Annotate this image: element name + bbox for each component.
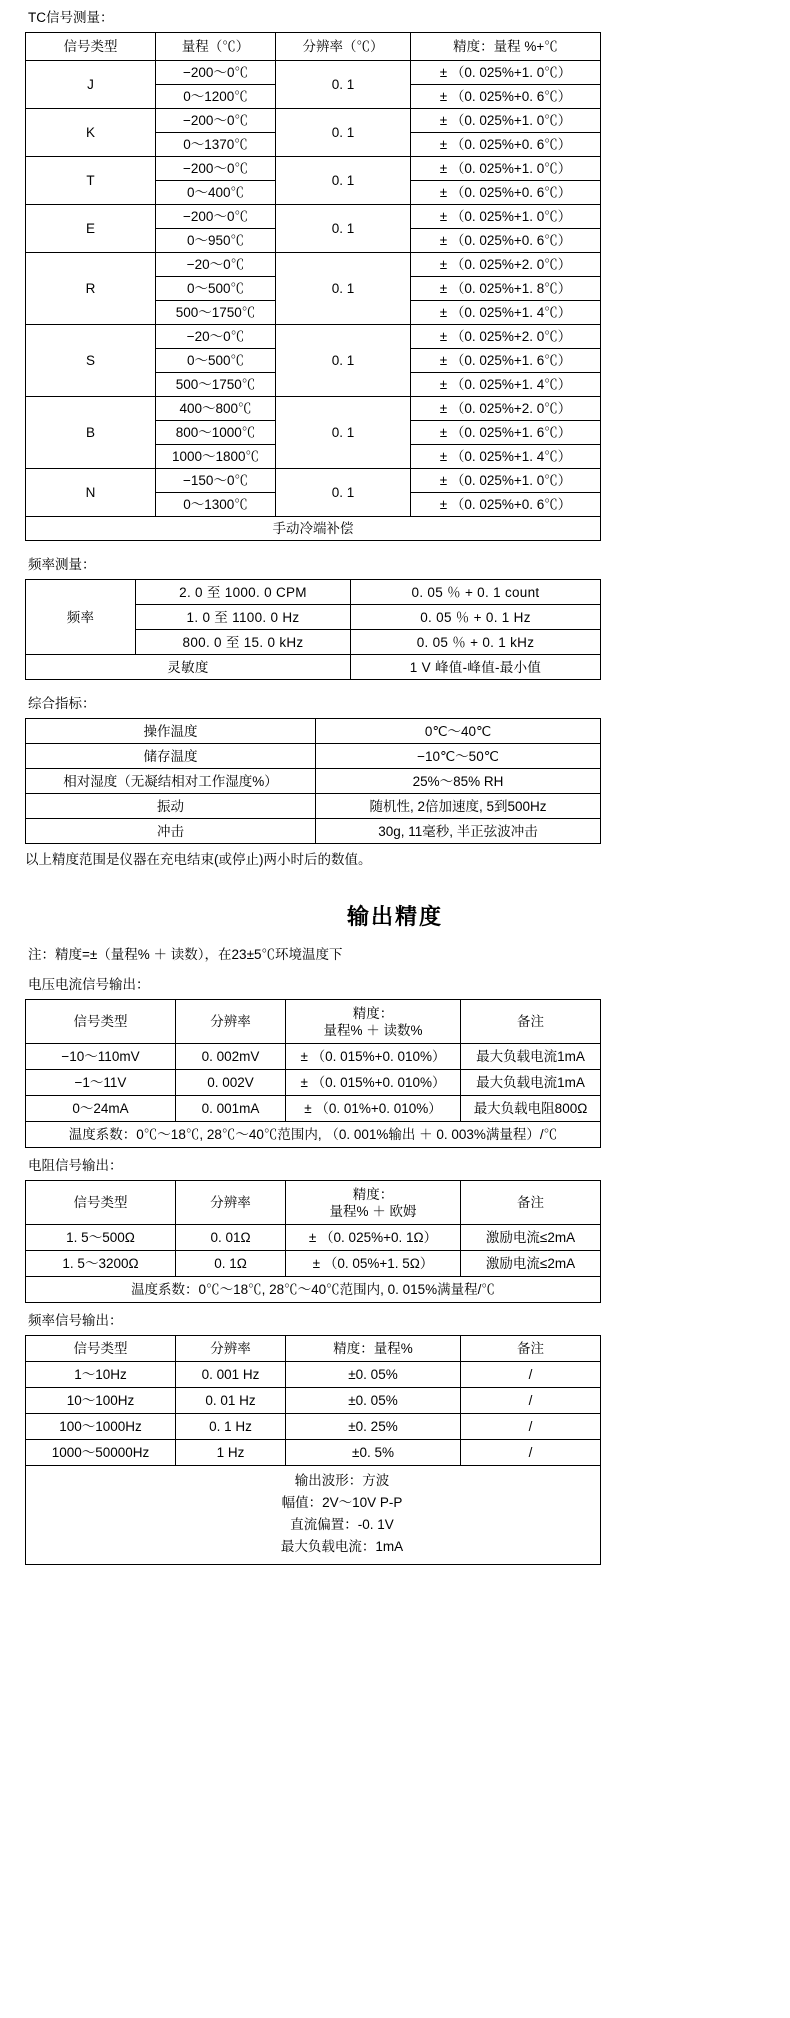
table-row: [26, 655, 601, 680]
vi-remark: 最大负载电流1mA: [461, 1044, 601, 1070]
vi-resolution: 0. 002V: [176, 1070, 286, 1096]
res-accuracy: ± （0. 05%+1. 5Ω）: [286, 1251, 461, 1277]
tc-section-label: TC信号测量：: [28, 10, 114, 25]
table-row: [26, 1251, 601, 1277]
freq-range: 1. 0 至 1100. 0 Hz: [136, 605, 351, 630]
frq-note-line: 最大负载电流：1mA: [280, 1539, 404, 1554]
voltage-current-output-table: [25, 999, 601, 1148]
frq-type: 1000～50000Hz: [26, 1440, 176, 1466]
tc-resolution: 0. 1: [276, 325, 411, 397]
table-row: [26, 157, 601, 181]
table-row: [26, 769, 601, 794]
col-header-type: 信号类型: [26, 33, 156, 61]
tc-range: 500～1750℃: [156, 373, 276, 397]
vi-type: 0～24mA: [26, 1096, 176, 1122]
res-type: 1. 5～500Ω: [26, 1225, 176, 1251]
tc-resolution: 0. 1: [276, 157, 411, 205]
table-row: [26, 109, 601, 133]
frq-type: 1～10Hz: [26, 1362, 176, 1388]
charge-note: 以上精度范围是仪器在充电结束(或停止)两小时后的数值。: [25, 852, 372, 867]
tc-type: N: [26, 469, 156, 517]
table-row: [26, 205, 601, 229]
table-row: [26, 1414, 601, 1440]
table-row: [26, 719, 601, 744]
freq-sensitivity-label: 灵敏度: [26, 655, 351, 680]
tc-range: −200～0℃: [156, 61, 276, 85]
frq-type: 100～1000Hz: [26, 1414, 176, 1440]
resistance-section-label: 电阻信号输出：: [28, 1158, 123, 1173]
table-header-row: [26, 33, 601, 61]
frq-remark: /: [461, 1414, 601, 1440]
tc-range: 0～1300℃: [156, 493, 276, 517]
tc-resolution: 0. 1: [276, 61, 411, 109]
tc-range: −200～0℃: [156, 109, 276, 133]
tc-resolution: 0. 1: [276, 253, 411, 325]
vi-remark: 最大负载电阻800Ω: [461, 1096, 601, 1122]
freq-accuracy: 0. 05 ％ + 0. 1 kHz: [351, 630, 601, 655]
col-header-remark: 备注: [461, 1336, 601, 1362]
tc-accuracy: ± （0. 025%+1. 4℃）: [411, 301, 601, 325]
frequency-output-section-label: 频率信号输出：: [28, 1313, 123, 1328]
table-row: [26, 397, 601, 421]
table-row: [26, 1388, 601, 1414]
comp-item: 冲击: [26, 819, 316, 844]
table-row: [26, 1362, 601, 1388]
resistance-output-table: [25, 1180, 601, 1303]
tc-range: 0～500℃: [156, 277, 276, 301]
table-footer-row: [26, 1466, 601, 1565]
frq-output-notes: [26, 1466, 601, 1565]
frq-note-line: 输出波形：方波: [294, 1473, 390, 1488]
vi-resolution: 0. 002mV: [176, 1044, 286, 1070]
res-resolution: 0. 1Ω: [176, 1251, 286, 1277]
freq-accuracy: 0. 05 ％ + 0. 1 Hz: [351, 605, 601, 630]
tc-accuracy: ± （0. 025%+0. 6℃）: [411, 181, 601, 205]
tc-type: K: [26, 109, 156, 157]
comp-value: 随机性, 2倍加速度, 5到500Hz: [316, 794, 601, 819]
frq-accuracy: ±0. 05%: [286, 1362, 461, 1388]
table-row: [26, 1044, 601, 1070]
table-row: [26, 744, 601, 769]
comp-value: 0℃～40℃: [316, 719, 601, 744]
comprehensive-spec-table: [25, 718, 601, 844]
tc-resolution: 0. 1: [276, 397, 411, 469]
vi-type: −10～110mV: [26, 1044, 176, 1070]
tc-range: 1000～1800℃: [156, 445, 276, 469]
comp-item: 储存温度: [26, 744, 316, 769]
tc-accuracy: ± （0. 025%+1. 0℃）: [411, 61, 601, 85]
tc-range: 0～1200℃: [156, 85, 276, 109]
tc-measurement-table: [25, 32, 601, 541]
table-row: [26, 1440, 601, 1466]
tc-range: −150～0℃: [156, 469, 276, 493]
frq-accuracy: ±0. 5%: [286, 1440, 461, 1466]
col-header-remark: 备注: [461, 1181, 601, 1225]
res-temperature-coefficient-note: 温度系数：0℃～18℃, 28℃～40℃范围内, 0. 015%满量程/℃: [26, 1277, 601, 1303]
table-row: [26, 469, 601, 493]
tc-range: 0～500℃: [156, 349, 276, 373]
accuracy-definition-note: 注：精度=±（量程% ＋ 读数），在23±5℃环境温度下: [28, 947, 343, 962]
tc-footer-note: 手动冷端补偿: [26, 517, 601, 541]
vi-accuracy: ± （0. 01%+0. 010%）: [286, 1096, 461, 1122]
table-row: [26, 325, 601, 349]
tc-accuracy: ± （0. 025%+0. 6℃）: [411, 229, 601, 253]
tc-range: 800～1000℃: [156, 421, 276, 445]
tc-type: R: [26, 253, 156, 325]
tc-type: E: [26, 205, 156, 253]
vi-accuracy: ± （0. 015%+0. 010%）: [286, 1044, 461, 1070]
tc-range: 0～1370℃: [156, 133, 276, 157]
tc-range: 0～950℃: [156, 229, 276, 253]
tc-type: J: [26, 61, 156, 109]
col-header-type: 信号类型: [26, 1000, 176, 1044]
freq-row-label: 频率: [26, 580, 136, 655]
page-title: 输出精度: [346, 904, 443, 929]
vi-type: −1～11V: [26, 1070, 176, 1096]
table-footer-row: [26, 1277, 601, 1303]
col-header-range: 量程（℃）: [156, 33, 276, 61]
frequency-measurement-table: [25, 579, 601, 680]
tc-accuracy: ± （0. 025%+1. 0℃）: [411, 205, 601, 229]
frq-resolution: 0. 1 Hz: [176, 1414, 286, 1440]
col-header-accuracy: [286, 1181, 461, 1225]
col-header-accuracy: [286, 1000, 461, 1044]
tc-type: S: [26, 325, 156, 397]
freq-range: 2. 0 至 1000. 0 CPM: [136, 580, 351, 605]
tc-accuracy: ± （0. 025%+1. 4℃）: [411, 373, 601, 397]
res-resolution: 0. 01Ω: [176, 1225, 286, 1251]
tc-accuracy: ± （0. 025%+1. 0℃）: [411, 469, 601, 493]
accuracy-header-line2: 量程% ＋ 读数%: [323, 1022, 423, 1038]
tc-accuracy: ± （0. 025%+2. 0℃）: [411, 325, 601, 349]
tc-range: −20～0℃: [156, 325, 276, 349]
comp-value: 25%～85% RH: [316, 769, 601, 794]
tc-resolution: 0. 1: [276, 109, 411, 157]
freq-accuracy: 0. 05 ％ + 0. 1 count: [351, 580, 601, 605]
tc-range: −200～0℃: [156, 157, 276, 181]
table-row: [26, 1096, 601, 1122]
tc-type: T: [26, 157, 156, 205]
tc-accuracy: ± （0. 025%+1. 8℃）: [411, 277, 601, 301]
tc-accuracy: ± （0. 025%+1. 6℃）: [411, 349, 601, 373]
frq-accuracy: ±0. 25%: [286, 1414, 461, 1440]
res-remark: 激励电流≤2mA: [461, 1225, 601, 1251]
col-header-type: 信号类型: [26, 1181, 176, 1225]
frq-note-line: 直流偏置：-0. 1V: [290, 1517, 394, 1532]
table-row: [26, 819, 601, 844]
table-row: [26, 1225, 601, 1251]
frq-type: 10～100Hz: [26, 1388, 176, 1414]
col-header-resolution: 分辨率: [176, 1181, 286, 1225]
tc-accuracy: ± （0. 025%+2. 0℃）: [411, 397, 601, 421]
freq-sensitivity-value: 1 V 峰值-峰值-最小值: [351, 655, 601, 680]
res-remark: 激励电流≤2mA: [461, 1251, 601, 1277]
vi-temperature-coefficient-note: 温度系数：0℃～18℃, 28℃～40℃范围内, （0. 001%输出 ＋ 0. 003%满量程）/℃: [26, 1122, 601, 1148]
freq-range: 800. 0 至 15. 0 kHz: [136, 630, 351, 655]
comprehensive-section-label: 综合指标：: [28, 696, 96, 711]
accuracy-header-line1: 精度：: [352, 1186, 394, 1202]
tc-range: −200～0℃: [156, 205, 276, 229]
table-footer-row: [26, 1122, 601, 1148]
frq-accuracy: ±0. 05%: [286, 1388, 461, 1414]
table-header-row: [26, 1336, 601, 1362]
comp-value: 30g, 11毫秒, 半正弦波冲击: [316, 819, 601, 844]
res-type: 1. 5～3200Ω: [26, 1251, 176, 1277]
accuracy-header-line1: 精度：: [352, 1005, 394, 1021]
frq-resolution: 0. 01 Hz: [176, 1388, 286, 1414]
vi-resolution: 0. 001mA: [176, 1096, 286, 1122]
tc-type: B: [26, 397, 156, 469]
tc-accuracy: ± （0. 025%+1. 0℃）: [411, 109, 601, 133]
comp-value: −10℃～50℃: [316, 744, 601, 769]
col-header-accuracy: 精度：量程%: [286, 1336, 461, 1362]
freq-section-label: 频率测量：: [28, 557, 96, 572]
tc-accuracy: ± （0. 025%+0. 6℃）: [411, 133, 601, 157]
tc-range: 400～800℃: [156, 397, 276, 421]
res-accuracy: ± （0. 025%+0. 1Ω）: [286, 1225, 461, 1251]
frequency-output-table: [25, 1335, 601, 1565]
frq-remark: /: [461, 1440, 601, 1466]
col-header-resolution: 分辨率: [176, 1000, 286, 1044]
tc-range: 500～1750℃: [156, 301, 276, 325]
table-row: [26, 253, 601, 277]
frq-remark: /: [461, 1388, 601, 1414]
col-header-remark: 备注: [461, 1000, 601, 1044]
tc-accuracy: ± （0. 025%+1. 6℃）: [411, 421, 601, 445]
tc-accuracy: ± （0. 025%+0. 6℃）: [411, 85, 601, 109]
table-row: [26, 794, 601, 819]
table-row: [26, 61, 601, 85]
comp-item: 相对湿度（无凝结相对工作湿度%）: [26, 769, 316, 794]
tc-accuracy: ± （0. 025%+0. 6℃）: [411, 493, 601, 517]
comp-item: 振动: [26, 794, 316, 819]
col-header-resolution: 分辨率: [176, 1336, 286, 1362]
col-header-resolution: 分辨率（℃）: [276, 33, 411, 61]
tc-accuracy: ± （0. 025%+1. 0℃）: [411, 157, 601, 181]
table-row: [26, 1070, 601, 1096]
voltage-current-section-label: 电压电流信号输出：: [28, 977, 150, 992]
frq-note-line: 幅值：2V～10V P-P: [281, 1495, 403, 1510]
col-header-type: 信号类型: [26, 1336, 176, 1362]
tc-resolution: 0. 1: [276, 469, 411, 517]
col-header-accuracy: 精度：量程 %+℃: [411, 33, 601, 61]
accuracy-header-line2: 量程% ＋ 欧姆: [329, 1203, 417, 1219]
table-header-row: [26, 1000, 601, 1044]
frq-resolution: 0. 001 Hz: [176, 1362, 286, 1388]
tc-accuracy: ± （0. 025%+1. 4℃）: [411, 445, 601, 469]
table-footer-row: [26, 517, 601, 541]
comp-item: 操作温度: [26, 719, 316, 744]
frq-remark: /: [461, 1362, 601, 1388]
tc-range: 0～400℃: [156, 181, 276, 205]
vi-accuracy: ± （0. 015%+0. 010%）: [286, 1070, 461, 1096]
tc-accuracy: ± （0. 025%+2. 0℃）: [411, 253, 601, 277]
tc-range: −20～0℃: [156, 253, 276, 277]
table-row: [26, 580, 601, 605]
frq-resolution: 1 Hz: [176, 1440, 286, 1466]
vi-remark: 最大负载电流1mA: [461, 1070, 601, 1096]
table-header-row: [26, 1181, 601, 1225]
tc-resolution: 0. 1: [276, 205, 411, 253]
